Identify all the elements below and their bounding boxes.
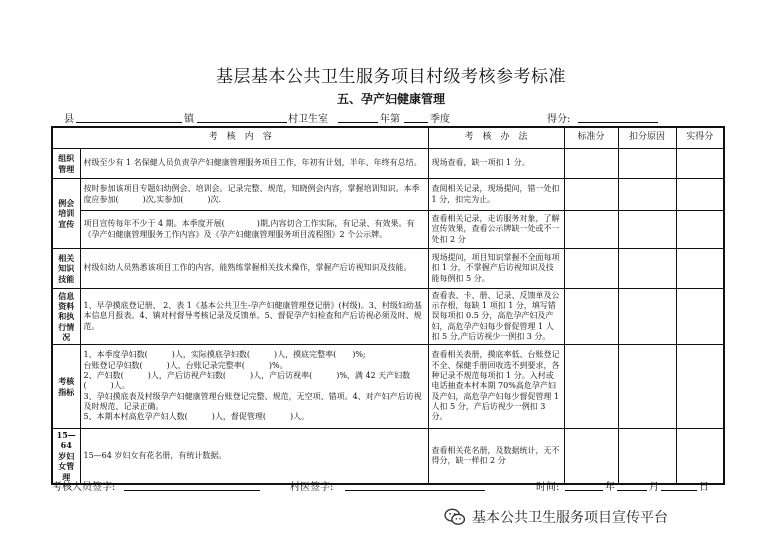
time-month-blank xyxy=(617,490,647,491)
watermark xyxy=(444,506,668,528)
actual-score-cell xyxy=(676,179,724,211)
table-row xyxy=(52,249,724,289)
clinic-label: 村卫生室 xyxy=(288,114,328,125)
deduction-reason-cell xyxy=(618,289,676,345)
content-cell: 项目宣传每年不少于 4 期。本季度开展( )期,内容切合工作实际，有记录、有效果。有《孕产妇健康管理服务工作内容》及《孕产妇健康管理服务项目流程图》2 个公示牌。 xyxy=(80,211,428,249)
time-label: 时间: xyxy=(536,482,560,493)
standard-score-cell xyxy=(564,149,618,179)
signature-footer xyxy=(0,478,782,494)
method-cell: 查看相关表册，摸底率低、台账登记不全、保健手册回收选不到要求，各种记录不规范每项扣 1 分。入村或电话抽查本村本期 70%高危孕产妇及产妇，高危孕产妇每少督促管理 1 人扣 5 分，产后访视少一例扣 3 分。 xyxy=(428,345,564,429)
county-label: 县 xyxy=(64,114,74,125)
table-row xyxy=(52,289,724,345)
deduction-reason-cell xyxy=(618,149,676,179)
deduction-reason-cell xyxy=(618,179,676,211)
actual-score-cell xyxy=(676,429,724,484)
standard-score-cell xyxy=(564,345,618,429)
indicator-line: 3、孕妇摸底表及村级孕产妇健康管理台账登记完整、规范，无空项、错项。4、对产妇产后访视及时规范、记录正确。 xyxy=(83,391,422,412)
method-cell: 查看相关记录，走访服务对象，了解宣传效果，查看公示牌缺一处或不一处扣 2 分 xyxy=(428,211,564,249)
assessor-signature-label: 考核人员签字: xyxy=(52,482,116,493)
village-doctor-signature-label: 村医签字: xyxy=(290,482,334,493)
deduction-reason-cell xyxy=(618,249,676,289)
category-cell: 例会培训宣传 xyxy=(52,179,80,249)
indicator-line: 台账登记孕妇数( )人，台账记录完整率( )%。 xyxy=(83,360,288,370)
standard-score-cell xyxy=(564,249,618,289)
table-row xyxy=(52,211,724,249)
col-header-actual-score: 实得分 xyxy=(676,127,724,149)
standard-score-cell xyxy=(564,289,618,345)
quarter-label: 季度 xyxy=(430,114,450,125)
content-cell: 村级妇幼人员熟悉该项目工作的内容，能熟练掌握相关技术操作，掌握产后访视知识及技能。 xyxy=(80,249,428,289)
year-unit: 年 xyxy=(605,482,615,493)
page-title: 基层基本公共卫生服务项目村级考核参考标准 xyxy=(216,67,566,87)
table-row xyxy=(52,149,724,179)
actual-score-cell xyxy=(676,289,724,345)
content-cell: 村级至少有 1 名保健人员负责孕产妇健康管理服务项目工作，年初有计划，半年、年终有总结。 xyxy=(80,149,428,179)
time-day-blank xyxy=(661,490,697,491)
time-year-blank xyxy=(565,490,603,491)
category-cell: 组织管理 xyxy=(52,149,80,179)
indicator-line: 5、本期本村高危孕产妇人数( )人，督促管理( )人。 xyxy=(83,412,310,422)
table-header-row xyxy=(52,127,724,149)
method-cell: 现场查看，缺一项扣 1 分。 xyxy=(428,149,564,179)
col-header-content: 考 核 内 容 xyxy=(52,127,428,149)
actual-score-cell xyxy=(676,249,724,289)
standard-score-cell xyxy=(564,429,618,484)
deduction-reason-cell xyxy=(618,429,676,484)
col-header-method: 考 核 办 法 xyxy=(428,127,564,149)
score-blank xyxy=(578,122,658,123)
category-cell: 15—64 岁妇女管理 xyxy=(52,429,80,484)
year-label: 年第 xyxy=(380,114,400,125)
town-blank xyxy=(197,122,287,123)
standard-score-cell xyxy=(564,211,618,249)
score-label: 得分: xyxy=(547,114,571,125)
clinic-blank xyxy=(338,122,378,123)
actual-score-cell xyxy=(676,345,724,429)
actual-score-cell xyxy=(676,211,724,249)
indicator-line: 2、产妇数( )人，产后访视产妇数( )人，产后访视率( )%，满 42 天产妇数( )人。 xyxy=(83,370,411,391)
section-subtitle: 五、孕产妇健康管理 xyxy=(336,92,445,106)
table-row xyxy=(52,345,724,429)
indicator-line: 1、本季度孕妇数( )人，实际摸底孕妇数( )人，摸底完整率( )%; xyxy=(83,350,366,360)
month-unit: 月 xyxy=(649,482,659,493)
assessor-signature-line xyxy=(124,490,260,491)
method-cell: 查阅相关记录，现场提问，错一处扣 1 分，扣完为止。 xyxy=(428,179,564,211)
deduction-reason-cell xyxy=(618,345,676,429)
standard-score-cell xyxy=(564,179,618,211)
method-cell: 查看相关花名册，及数据统计，无不得分，缺一样扣 2 分 xyxy=(428,429,564,484)
header-fields xyxy=(0,110,782,126)
content-cell xyxy=(80,345,428,429)
method-cell: 现场提问，项目知识掌握不全面每项扣 1 分，不掌握产后访视知识及技能每例扣 5 分。 xyxy=(428,249,564,289)
wechat-icon xyxy=(444,508,466,526)
category-cell: 考核指标 xyxy=(52,345,80,429)
actual-score-cell xyxy=(676,149,724,179)
county-blank xyxy=(76,122,182,123)
content-cell: 1、早孕摸底登记册、 2、表 1《基本公共卫生-孕产妇健康管理登记册》(村级)。3、村级妇幼基本信息月报表。4、镇对村督导考核记录及反馈单。5、督促孕产妇检查和产后访视必须及时、规范。 xyxy=(80,289,428,345)
content-cell: 按时参加该项目专题妇幼例会、培训会。记录完整、规范，知晓例会内容，掌握培训知识。本季度应参加( )次,实参加( )次. xyxy=(80,179,428,211)
day-unit: 日 xyxy=(699,482,709,493)
village-doctor-signature-line xyxy=(345,490,485,491)
category-cell: 相关知识技能 xyxy=(52,249,80,289)
method-cell: 查看表、卡、册、记录、反馈单及公示存根，每缺 1 项扣 1 分，填写错误每项扣 0.5 分，高危孕产妇及产妇，高危孕产妇每少督促管理 1 人扣 5 分,产后访视少一例扣 3 分。 xyxy=(428,289,564,345)
table-row xyxy=(52,179,724,211)
assessment-table xyxy=(51,126,725,485)
deduction-reason-cell xyxy=(618,211,676,249)
col-header-deduction-reason: 扣分原因 xyxy=(618,127,676,149)
year-blank xyxy=(404,122,428,123)
watermark-text: 基本公共卫生服务项目宣传平台 xyxy=(472,510,668,526)
category-cell: 信息资料和执行情况 xyxy=(52,289,80,345)
content-cell: 15—64 岁妇女有花名册，有统计数据。 xyxy=(80,429,428,484)
col-header-standard-score: 标准分 xyxy=(564,127,618,149)
town-label: 镇 xyxy=(184,114,194,125)
table-row xyxy=(52,429,724,484)
